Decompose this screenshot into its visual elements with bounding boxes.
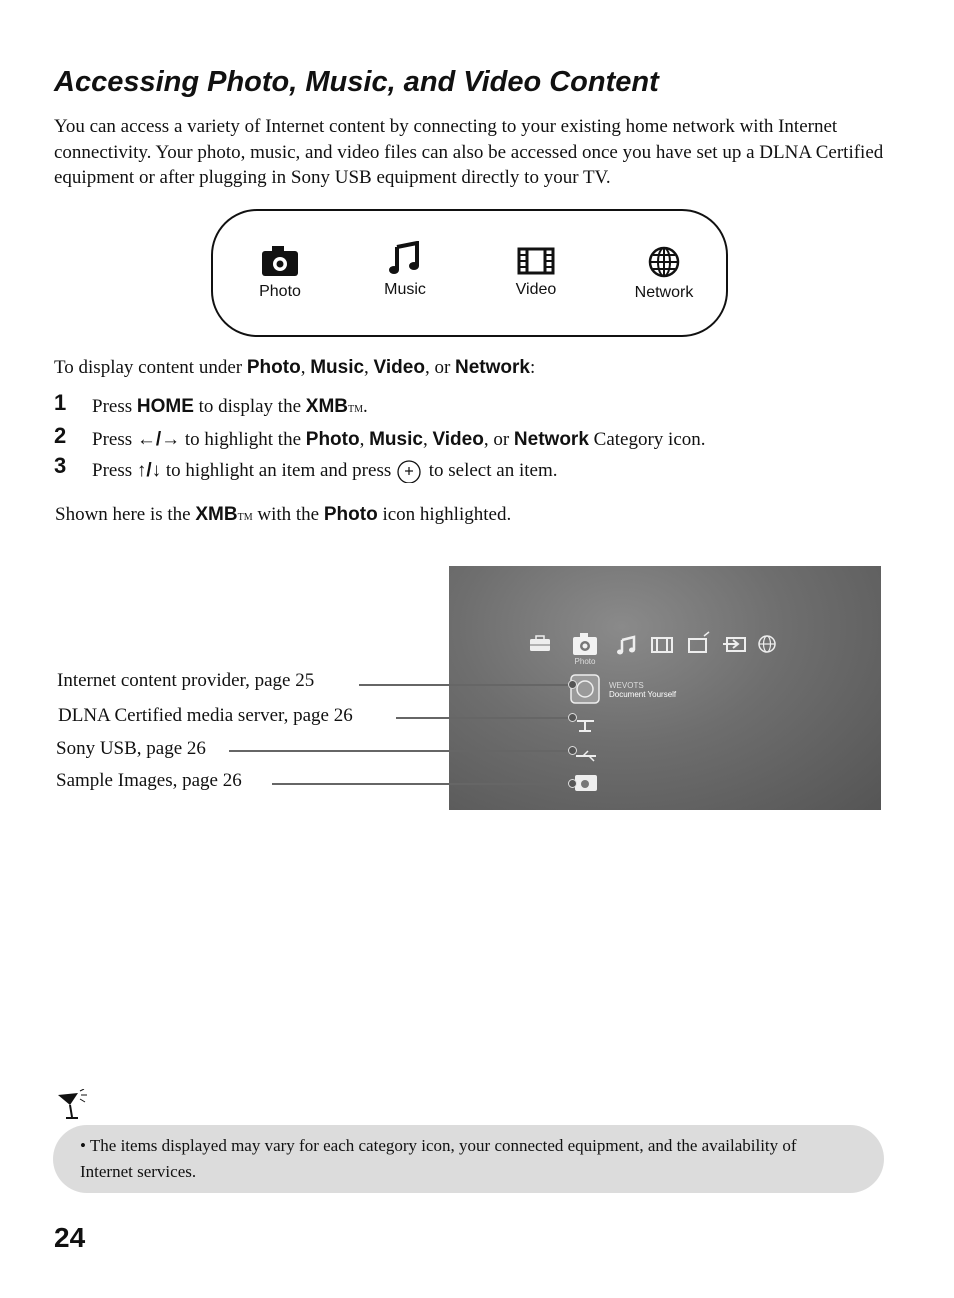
internet-content-icon (571, 675, 599, 703)
tv-icon (689, 632, 709, 652)
xmb-screenshot (449, 566, 881, 810)
instruction-lead: To display content under Photo, Music, Video, or Network: (54, 357, 536, 378)
callout-line (396, 717, 573, 719)
usb-icon (576, 751, 596, 761)
tip-lamp-icon (54, 1089, 92, 1121)
input-icon (723, 638, 745, 651)
sample-images-icon (575, 775, 597, 791)
page-number: 24 (54, 1222, 86, 1253)
step-number: 3 (54, 453, 67, 478)
step-number: 2 (54, 423, 67, 448)
callout-sample-images: Sample Images, page 26 (56, 770, 242, 791)
category-icons-box (211, 209, 728, 337)
tip-text: • The items displayed may vary for each category icon, your connected equipment, and the availability of Internet services. (80, 1136, 797, 1181)
globe-icon (759, 636, 775, 652)
step-number: 1 (54, 390, 67, 415)
enter-button-icon (396, 459, 424, 483)
music-note-icon (388, 241, 422, 275)
toolbox-icon (530, 636, 550, 651)
callout-sony-usb: Sony USB, page 26 (56, 738, 206, 759)
item-subtitle: Document Yourself (609, 690, 677, 699)
category-label: Photo (259, 283, 301, 300)
callout-internet-content: Internet content provider, page 25 (57, 670, 315, 691)
callout-line (272, 783, 573, 785)
category-label: Video (515, 281, 557, 298)
callout-line (359, 684, 573, 686)
category-network (614, 246, 714, 302)
intro-paragraph: You can access a variety of Internet content by connecting to your existing home network with Internet connectivity. Your photo, music, and video files can also be accessed once you have set up a DLNA Certified equipment or after plugging in Sony USB equipment directly to your TV. (54, 116, 884, 188)
callout-dot (568, 779, 577, 788)
callout-line (229, 750, 573, 752)
up-down-arrows-icon: ↑/↓ (136, 460, 162, 481)
callout-dot (568, 713, 577, 722)
category-label: Network (634, 284, 694, 301)
globe-icon (648, 246, 680, 278)
category-music (355, 241, 455, 299)
callout-dlna-server: DLNA Certified media server, page 26 (58, 705, 353, 726)
camera-icon (573, 633, 597, 655)
category-label: Music (384, 281, 426, 298)
film-icon (652, 638, 672, 652)
item-title: WEVOTS (609, 681, 644, 690)
media-server-icon (577, 721, 594, 731)
screenshot-caption: Shown here is the XMBTM with the Photo icon highlighted. (55, 504, 512, 525)
music-note-icon (617, 637, 635, 655)
film-icon (517, 247, 555, 275)
callout-dot (568, 680, 577, 689)
left-right-arrows-icon: ←/→ (136, 429, 181, 450)
page-title: Accessing Photo, Music, and Video Content (54, 66, 659, 98)
category-video (486, 247, 586, 299)
camera-icon (261, 245, 299, 277)
callout-dot (568, 746, 577, 755)
selected-category-label: Photo (574, 657, 596, 666)
category-photo (230, 245, 330, 301)
